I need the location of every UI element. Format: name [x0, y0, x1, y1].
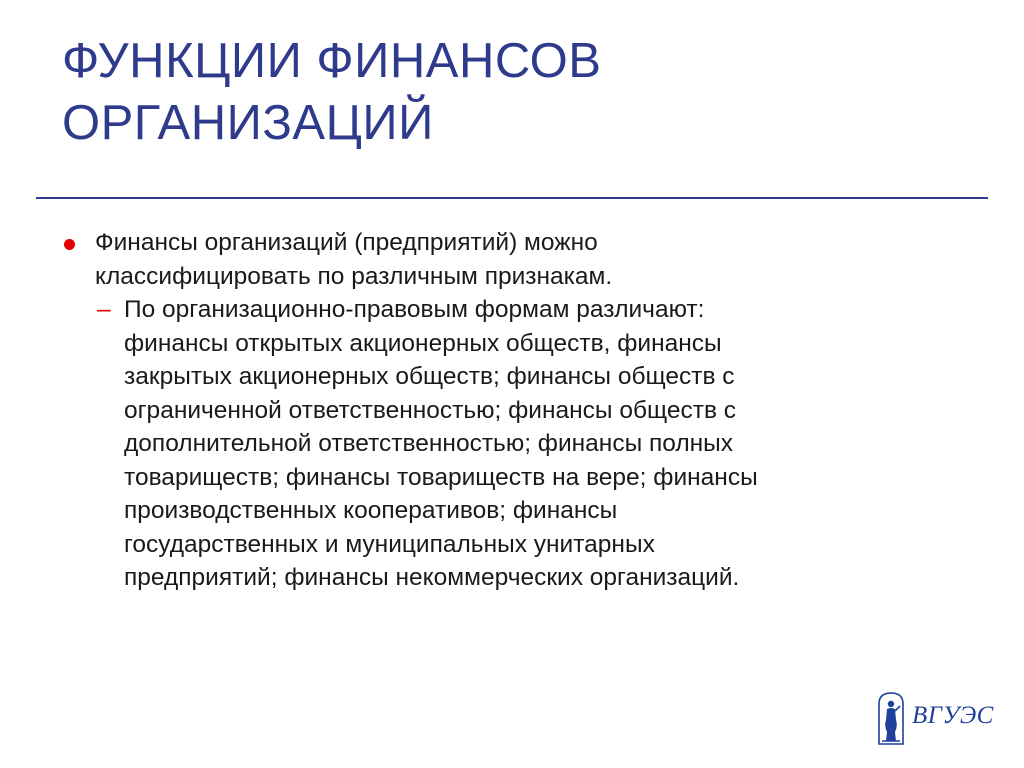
sub-bullet-line: государственных и муниципальных унитарных: [124, 530, 655, 558]
bullet-line-1: Финансы организаций (предприятий) можно: [95, 229, 598, 256]
title-line-2: ОРГАНИЗАЦИЙ: [62, 96, 434, 150]
sub-bullet-line: производственных кооперативов; финансы: [124, 497, 618, 524]
bullet-line-2: классифицировать по различным признакам.: [95, 262, 613, 290]
bullet-dot-icon: [64, 239, 75, 250]
university-logo: [876, 690, 996, 746]
sub-bullet-line: По организационно-правовым формам различают:: [124, 296, 705, 323]
slide-content: [62, 226, 962, 595]
sub-bullet-line: ограниченной ответственностью; финансы обществ с: [124, 396, 737, 424]
logo-text: ВГУЭС: [912, 702, 994, 729]
statue-emblem-icon: [876, 690, 906, 746]
sub-bullet-line: дополнительной ответственностью; финансы полных: [124, 430, 734, 457]
sub-bullet-line: закрытых акционерных обществ; финансы обществ с: [124, 363, 735, 390]
title-line-1: ФУНКЦИИ ФИНАНСОВ: [62, 34, 602, 88]
sub-bullet-item: [62, 293, 962, 595]
title-divider: [36, 197, 988, 199]
slide-title: [62, 30, 962, 154]
sub-bullet-dash-icon: –: [97, 296, 111, 323]
sub-bullet-line: предприятий; финансы некоммерческих организаций.: [124, 564, 740, 591]
sub-bullet-line: финансы открытых акционерных обществ, финансы: [124, 329, 722, 357]
bullet-item: [62, 226, 962, 293]
sub-bullet-line: товариществ; финансы товариществ на вере; финансы: [124, 463, 758, 491]
